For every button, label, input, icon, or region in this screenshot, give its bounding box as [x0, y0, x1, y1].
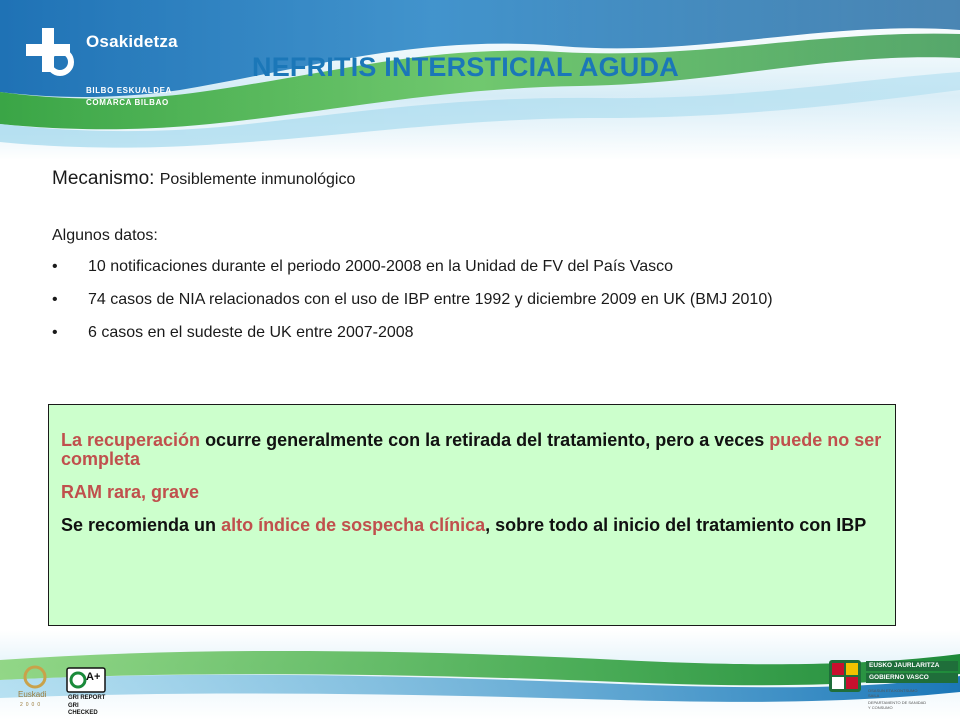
mechanism-line	[52, 168, 355, 190]
mechanism-label: Mecanismo:	[52, 168, 155, 189]
gov-dept-line-2: SAILA	[868, 693, 880, 698]
gri-report-label: GRI REPORT	[68, 695, 106, 701]
data-heading: Algunos datos:	[52, 227, 158, 244]
osakidetza-cross-icon	[24, 26, 80, 82]
gri-checked-label: GRI CHECKED	[68, 703, 98, 716]
euskadi-year: 2000	[20, 702, 44, 708]
callout-paragraph-ram	[61, 483, 883, 502]
callout-text: , sobre todo al inicio del tratamiento con IBP	[485, 515, 867, 535]
gri-grade: A+	[86, 671, 101, 683]
callout-paragraph-recovery	[61, 431, 883, 469]
gri-checked-logo	[66, 667, 106, 715]
callout-highlight: La recuperación	[61, 430, 201, 450]
osakidetza-logo	[24, 24, 204, 114]
footer-wave-graphic	[0, 630, 960, 720]
bullet-text: 6 casos en el sudeste de UK entre 2007-2008	[88, 324, 414, 341]
slide-title: NEFRITIS INTERSTICIAL AGUDA	[252, 52, 679, 82]
callout-highlight: puede no ser completa	[61, 430, 882, 469]
callout-highlight: RAM rara, grave	[61, 482, 200, 502]
logo-name: Osakidetza	[86, 32, 178, 51]
bullet-dot-icon: •	[52, 324, 58, 341]
callout-text: Se recomienda un	[61, 515, 222, 535]
callout-paragraph-recommendation	[61, 516, 883, 535]
logo-subtitle-1: BILBO ESKUALDEA	[86, 86, 172, 95]
callout-text: ocurre generalmente con la retirada del tratamiento, pero a veces	[200, 430, 770, 450]
gov-name-spanish: GOBIERNO VASCO	[866, 673, 958, 683]
gov-name-basque: EUSKO JAURLARITZA	[866, 661, 958, 671]
basque-coat-of-arms-icon	[828, 659, 862, 693]
bullet-text: 74 casos de NIA relacionados con el uso de IBP entre 1992 y diciembre 2009 en UK (BMJ 2010)	[88, 291, 773, 308]
key-points-callout	[48, 404, 896, 626]
mechanism-value: Posiblemente inmunológico	[159, 171, 356, 188]
bullet-dot-icon: •	[52, 291, 58, 308]
bullet-dot-icon: •	[52, 258, 58, 275]
euskadi-name: Euskadi	[18, 690, 47, 699]
gobierno-vasco-logo	[828, 657, 958, 717]
list-item	[52, 256, 912, 278]
list-item	[52, 289, 912, 311]
list-item	[52, 322, 912, 344]
euskadi-2000-logo	[14, 664, 54, 716]
gov-dept-line-1: OSASUN ETA KONTSUMO	[868, 688, 918, 693]
gov-dept-line-3: DEPARTAMENTO DE SANIDAD	[868, 700, 927, 705]
bullet-text: 10 notificaciones durante el periodo 2000-2008 en la Unidad de FV del País Vasco	[88, 258, 673, 275]
euskadi-ring-icon	[22, 664, 48, 690]
logo-subtitle-2: COMARCA BILBAO	[86, 98, 169, 107]
data-bullet-list	[52, 256, 912, 355]
footer-wave-band	[0, 630, 960, 720]
callout-highlight: alto índice de sospecha clínica	[221, 515, 486, 535]
gov-dept-line-4: Y CONSUMO	[868, 705, 893, 710]
